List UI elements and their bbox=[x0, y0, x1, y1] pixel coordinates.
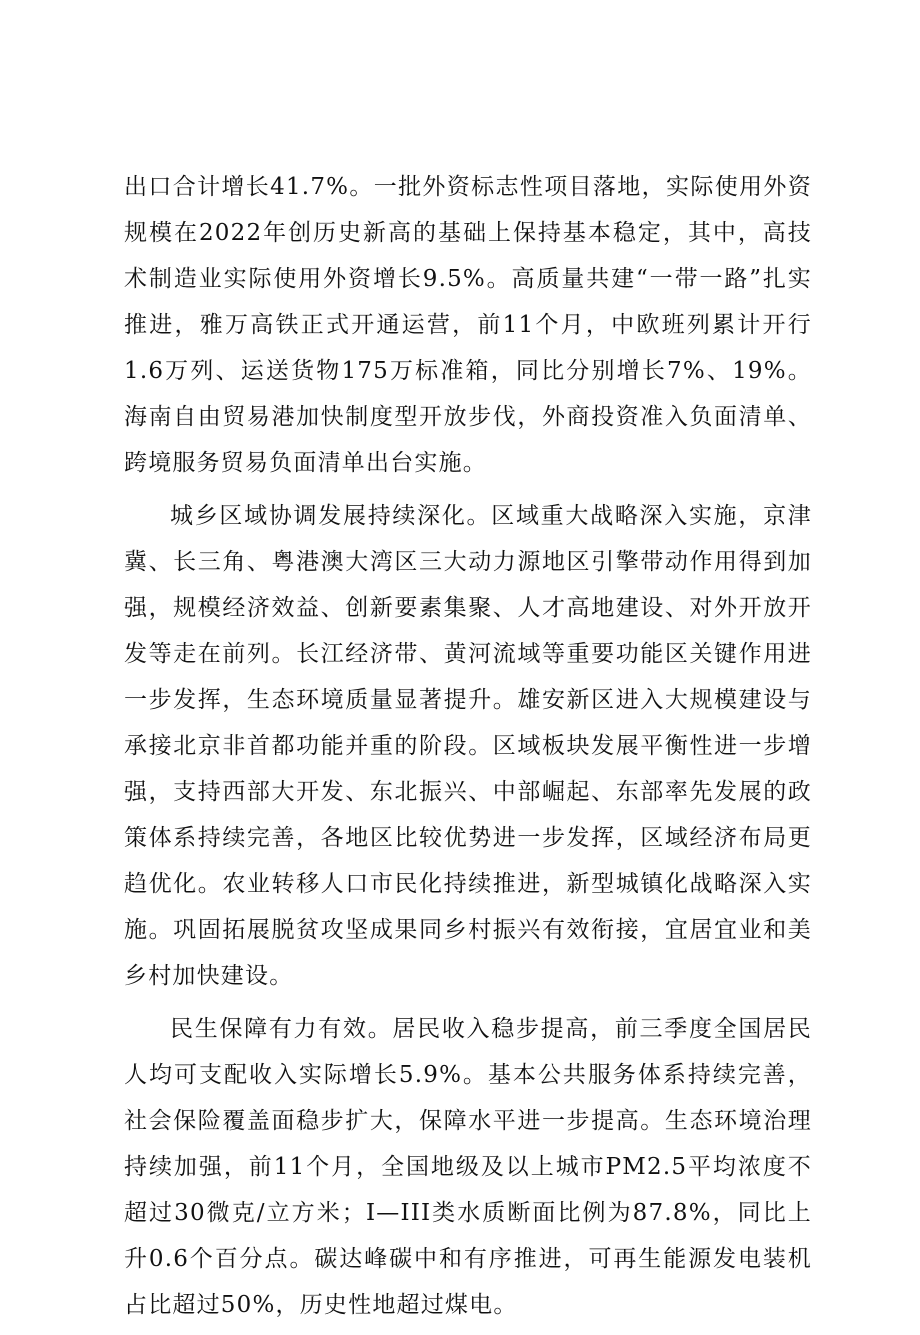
paragraph-regional-development: 城乡区域协调发展持续深化。区域重大战略深入实施，京津冀、长三角、粤港澳大湾区三大动力源地区引擎带动作用得到加强，规模经济效益、创新要素集聚、人才高地建设、对外开放开发等走在前列。长江经济带、黄河流域等重要功能区关键作用进一步发挥，生态环境质量显著提升。雄安新区进入大规模建设与承接北京非首都功能并重的阶段。区域板块发展平衡性进一步增强，支持西部大开发、东北振兴、中部崛起、东部率先发展的政策体系持续完善，各地区比较优势进一步发挥，区域经济布局更趋优化。农业转移人口市民化持续推进，新型城镇化战略深入实施。巩固拓展脱贫攻坚成果同乡村振兴有效衔接，宜居宜业和美乡村加快建设。 bbox=[124, 503, 812, 989]
document-body bbox=[124, 164, 812, 1335]
paragraph-livelihood: 民生保障有力有效。居民收入稳步提高，前三季度全国居民人均可支配收入实际增长5.9%。基本公共服务体系持续完善，社会保险覆盖面稳步扩大，保障水平进一步提高。生态环境治理持续加强，前11个月，全国地级及以上城市PM2.5平均浓度不超过30微克/立方米；I—III类水质断面比例为87.8%，同比上升0.6个百分点。碳达峰碳中和有序推进，可再生能源发电装机占比超过50%，历史性地超过煤电。 bbox=[124, 1016, 812, 1318]
paragraph-foreign-trade: 出口合计增长41.7%。一批外资标志性项目落地，实际使用外资规模在2022年创历史新高的基础上保持基本稳定，其中，高技术制造业实际使用外资增长9.5%。高质量共建“一带一路”扎实推进，雅万高铁正式开通运营，前11个月，中欧班列累计开行1.6万列、运送货物175万标准箱，同比分别增长7%、19%。海南自由贸易港加快制度型开放步伐，外商投资准入负面清单、跨境服务贸易负面清单出台实施。 bbox=[124, 174, 812, 476]
